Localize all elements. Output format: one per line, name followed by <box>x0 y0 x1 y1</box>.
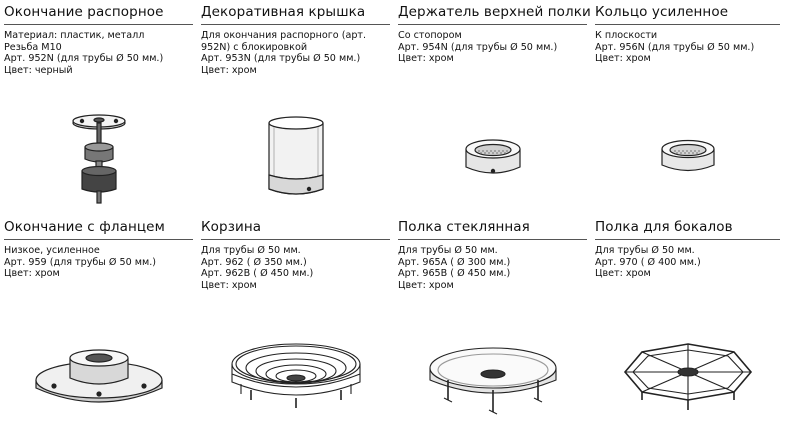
product-line: Арт. 965B ( Ø 450 мм.) <box>398 268 511 280</box>
product-line: К плоскости <box>595 30 658 41</box>
product-description <box>398 245 587 291</box>
product-line: Цвет: хром <box>398 279 454 291</box>
product-line: Для трубы Ø 50 мм. <box>595 245 695 256</box>
product-line: Материал: пластик, металл <box>4 30 145 41</box>
product-title: Полка для бокалов <box>595 219 780 240</box>
product-title: Корзина <box>201 219 390 240</box>
glass-rack-icon <box>595 324 780 424</box>
reinforced-ring-icon <box>595 109 780 209</box>
product-description <box>4 245 193 280</box>
product-line: Арт. 953N (для трубы Ø 50 мм.) <box>201 53 361 65</box>
wire-basket-icon <box>201 324 390 424</box>
product-line: Резьба М10 <box>4 41 62 53</box>
product-grid <box>4 0 788 430</box>
product-card-glass-shelf <box>398 215 595 430</box>
product-description <box>201 30 390 76</box>
product-line: Цвет: черный <box>4 64 73 76</box>
product-line: Арт. 954N (для трубы Ø 50 мм.) <box>398 41 558 53</box>
product-card-glass-rack <box>595 215 788 430</box>
product-line: Цвет: хром <box>201 64 257 76</box>
product-line: Арт. 962B ( Ø 450 мм.) <box>201 268 314 280</box>
product-description <box>595 30 780 65</box>
product-card-spacer-end <box>4 0 201 215</box>
product-line: Арт. 962 ( Ø 350 мм.) <box>201 256 307 268</box>
product-line: Цвет: хром <box>595 268 651 280</box>
product-line: Цвет: хром <box>398 53 454 65</box>
product-line: Для окончания распорного (арт. <box>201 30 367 41</box>
product-line: Низкое, усиленное <box>4 245 100 256</box>
product-line: Арт. 970 ( Ø 400 мм.) <box>595 256 701 268</box>
product-card-decorative-cap <box>201 0 398 215</box>
product-title: Полка стеклянная <box>398 219 587 240</box>
spacer-end-icon <box>4 109 193 209</box>
product-line: Арт. 959 (для трубы Ø 50 мм.) <box>4 256 157 268</box>
product-card-flange-end <box>4 215 201 430</box>
decorative-cap-icon <box>201 109 390 209</box>
product-title: Декоративная крышка <box>201 4 390 25</box>
product-title: Держатель верхней полки <box>398 4 587 25</box>
product-line: Цвет: хром <box>201 279 257 291</box>
product-description <box>4 30 193 76</box>
product-line: Со стопором <box>398 30 462 41</box>
product-card-reinforced-ring <box>595 0 788 215</box>
product-card-wire-basket <box>201 215 398 430</box>
product-description <box>201 245 390 291</box>
glass-shelf-icon <box>398 324 587 424</box>
product-title: Окончание с фланцем <box>4 219 193 240</box>
product-line: 952N) с блокировкой <box>201 41 308 53</box>
product-description <box>595 245 780 280</box>
product-description <box>398 30 587 65</box>
product-card-shelf-holder <box>398 0 595 215</box>
product-line: Арт. 952N (для трубы Ø 50 мм.) <box>4 53 164 65</box>
product-line: Цвет: хром <box>4 268 60 280</box>
product-line: Цвет: хром <box>595 53 651 65</box>
product-line: Для трубы Ø 50 мм. <box>398 245 498 256</box>
flange-end-icon <box>4 324 193 424</box>
product-line: Арт. 965A ( Ø 300 мм.) <box>398 256 511 268</box>
product-line: Для трубы Ø 50 мм. <box>201 245 301 256</box>
product-title: Кольцо усиленное <box>595 4 780 25</box>
shelf-holder-icon <box>398 109 587 209</box>
product-title: Окончание распорное <box>4 4 193 25</box>
product-line: Арт. 956N (для трубы Ø 50 мм.) <box>595 41 755 53</box>
